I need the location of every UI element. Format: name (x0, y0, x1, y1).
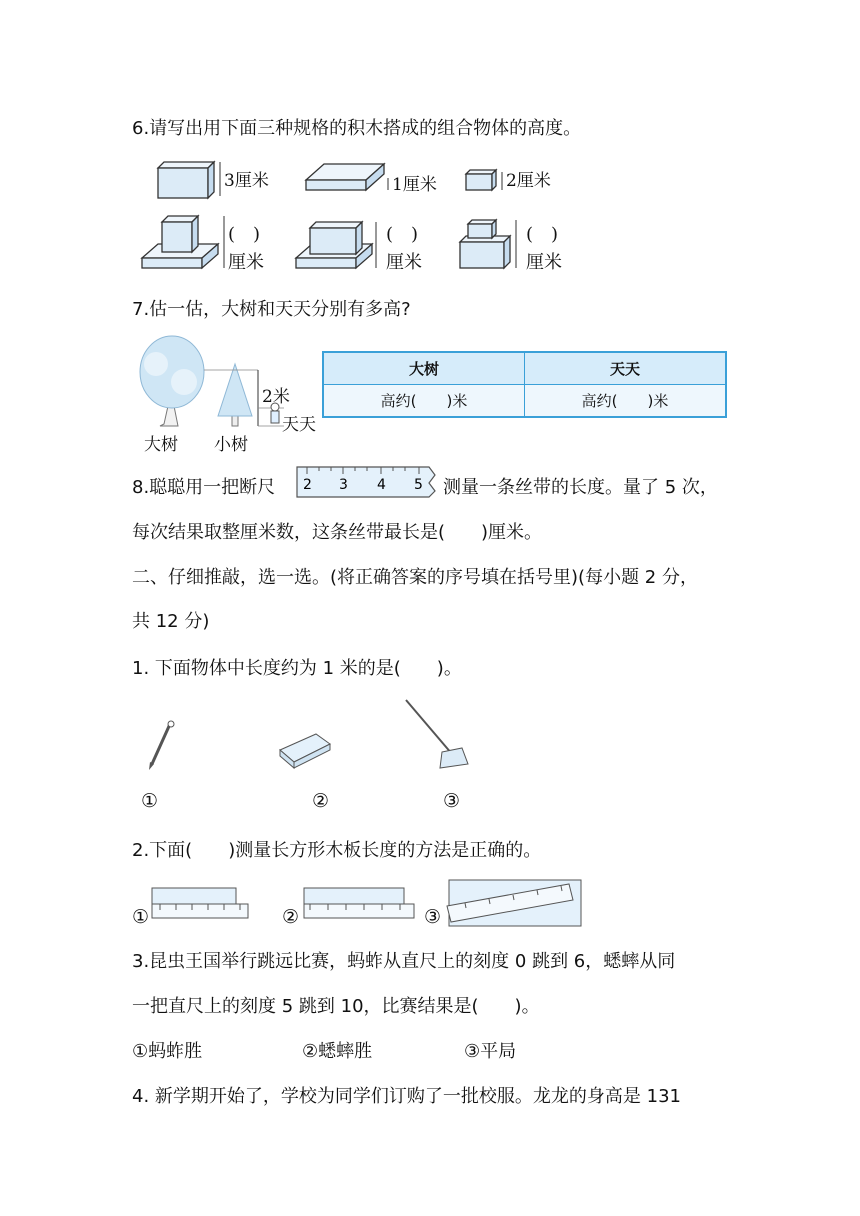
small-tree-icon (218, 364, 252, 426)
section2-heading-cont: 共 12 分) (132, 611, 210, 632)
q7-table (322, 351, 727, 418)
table-cell: 高约( )米 (525, 385, 727, 418)
broken-ruler-icon (295, 465, 439, 499)
eraser-icon (276, 728, 336, 772)
q6-answer-3-unit: 厘米 (526, 252, 562, 273)
table-header: 天天 (525, 352, 727, 385)
q6-blocks-figure (130, 150, 590, 278)
ruler-method-3-figure (445, 874, 589, 930)
p1-option-3: ③ (443, 790, 461, 812)
block-3cm (158, 162, 269, 198)
q7-text: 7.估一估，大树和天天分别有多高? (132, 299, 411, 320)
p4-text-line1: 4. 新学期开始了，学校为同学们订购了一批校服。龙龙的身高是 131 (132, 1086, 681, 1107)
block-label-3cm: 3厘米 (224, 171, 269, 191)
q8-text-b: 测量一条丝带的长度。量了 5 次， (443, 477, 718, 498)
combo-3 (460, 220, 516, 268)
ruler-tick-label: 5 (414, 477, 423, 493)
block-1cm (306, 164, 437, 195)
pen-icon (140, 720, 180, 772)
ruler-tick-label: 4 (377, 477, 386, 493)
small-tree-label: 小树 (214, 435, 248, 455)
p2-option-1: ① (132, 906, 150, 928)
p1-option-2: ② (312, 790, 330, 812)
table-cell: 高约( )米 (323, 385, 525, 418)
combo-2 (296, 222, 376, 268)
q6-answer-3-paren: ( ) (526, 224, 559, 245)
ruler-tick-label: 2 (303, 477, 312, 493)
q6-answer-2-unit: 厘米 (386, 252, 422, 273)
p1-text: 1. 下面物体中长度约为 1 米的是( )。 (132, 658, 462, 679)
big-tree-label: 大树 (144, 435, 178, 455)
q8-text-c: 每次结果取整厘米数，这条丝带最长是( )厘米。 (132, 522, 543, 543)
q6-answer-1-paren: ( ) (228, 224, 261, 245)
combo-1 (142, 216, 224, 268)
ruler-method-2-figure (302, 886, 418, 926)
p1-option-1: ① (141, 790, 159, 812)
p3-option-2: ②蟋蟀胜 (302, 1041, 373, 1062)
block-2cm (466, 170, 551, 191)
p3-text-line1: 3.昆虫王国举行跳远比赛，蚂蚱从直尺上的刻度 0 跳到 6，蟋蟀从同 (132, 951, 676, 972)
height-label: 2米 (262, 387, 290, 407)
q7-trees-figure (134, 334, 324, 460)
q6-answer-1-unit: 厘米 (228, 252, 264, 273)
p2-text: 2.下面( )测量长方形木板长度的方法是正确的。 (132, 840, 542, 861)
q6-answer-2-paren: ( ) (386, 224, 419, 245)
big-tree-icon (140, 336, 204, 426)
broom-icon (400, 696, 472, 776)
p2-option-2: ② (282, 906, 300, 928)
p3-option-3: ③平局 (464, 1041, 517, 1062)
section2-heading: 二、仔细推敲，选一选。(将正确答案的序号填在括号里)(每小题 2 分， (132, 567, 698, 588)
ruler-tick-label: 3 (339, 477, 348, 493)
p3-text-line2: 一把直尺上的刻度 5 跳到 10，比赛结果是( )。 (132, 996, 540, 1017)
table-header: 大树 (323, 352, 525, 385)
q6-text: 6.请写出用下面三种规格的积木搭成的组合物体的高度。 (132, 118, 582, 139)
p3-option-1: ①蚂蚱胜 (132, 1041, 203, 1062)
q8-text-a: 8.聪聪用一把断尺 (132, 477, 276, 498)
block-label-2cm: 2厘米 (506, 171, 551, 191)
ruler-method-1-figure (150, 886, 256, 926)
p2-option-3: ③ (424, 906, 442, 928)
child-label: 天天 (282, 415, 316, 435)
block-label-1cm: 1厘米 (392, 175, 437, 195)
